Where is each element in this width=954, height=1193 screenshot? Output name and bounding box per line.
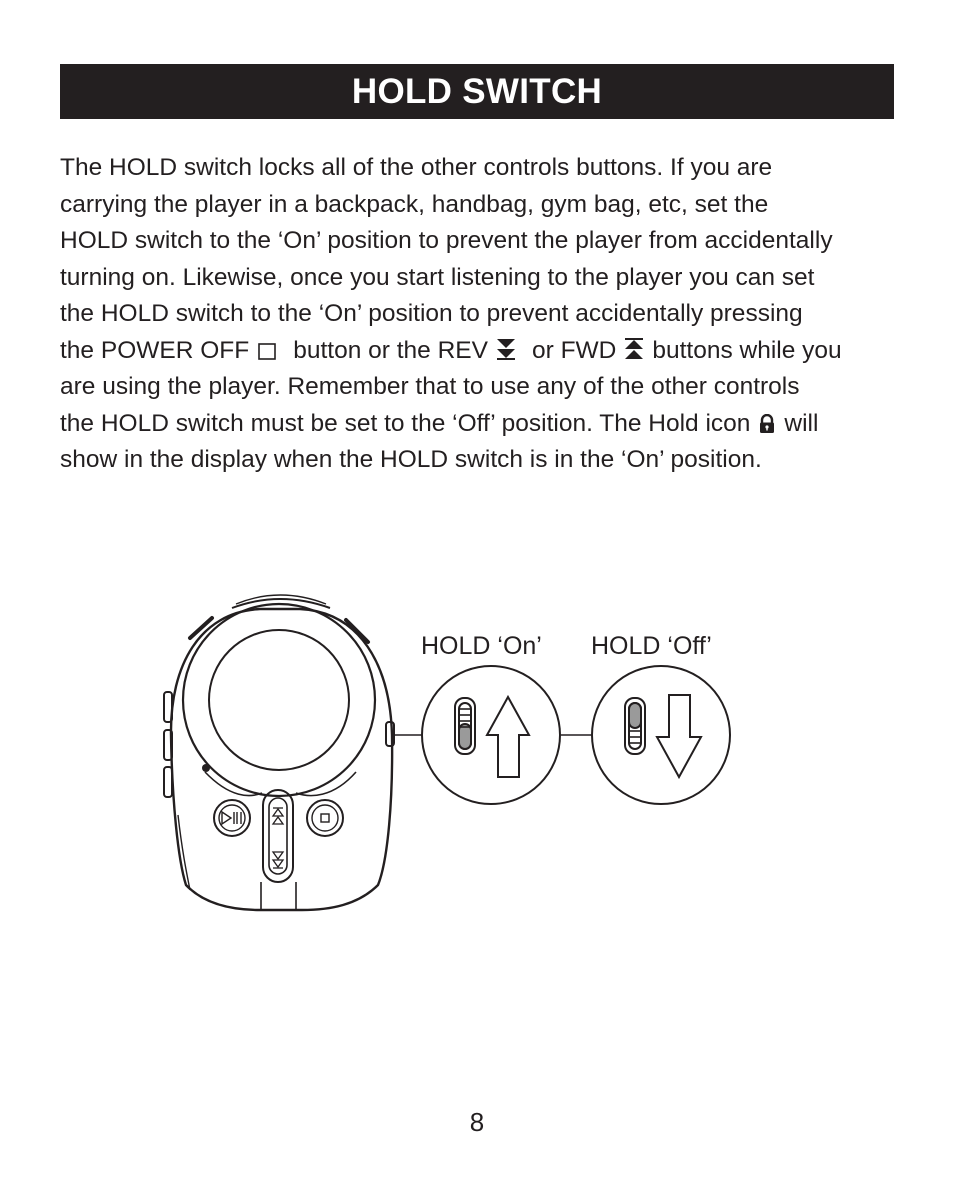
text-segment: will	[784, 409, 819, 437]
text-line-with-icon	[60, 406, 905, 443]
text-segment: or FWD	[531, 336, 617, 364]
display-screen	[209, 630, 349, 770]
hold-switch-off	[625, 698, 645, 754]
hold-lock-icon	[758, 414, 776, 434]
text-line: turning on. Likewise, once you start listening to the player you can set	[60, 263, 815, 291]
fwd-icon	[273, 808, 283, 824]
text-line-with-icons	[60, 333, 905, 370]
hold-on-label: HOLD ‘On’	[421, 632, 542, 660]
side-button	[164, 767, 172, 797]
text-line: HOLD switch to the ‘On’ position to prevent the player from accidentally	[60, 227, 833, 254]
section-title: HOLD SWITCH	[60, 64, 894, 119]
hold-off-detail	[592, 666, 730, 804]
hold-off-label: HOLD ‘Off’	[591, 632, 712, 660]
text-line: the HOLD switch to the ‘On’ position to prevent accidentally pressing	[60, 300, 803, 327]
text-line: carrying the player in a backpack, handbag, gym bag, etc, set the	[60, 190, 769, 218]
text-segment: buttons while you	[652, 336, 842, 364]
play-pause-icon	[222, 812, 241, 824]
stop-icon	[321, 814, 329, 822]
hold-switch-description	[60, 150, 905, 479]
text-line: show in the display when the HOLD switch is in the ‘On’ position.	[60, 446, 762, 473]
page-number: 8	[469, 1107, 485, 1137]
text-line: The HOLD switch locks all of the other controls buttons. If you are	[60, 154, 773, 181]
text-segment: the HOLD switch must be set to the ‘Off’ position. The Hold icon	[60, 409, 751, 437]
text-segment: the POWER OFF	[60, 336, 250, 364]
arrow-down-icon	[657, 695, 701, 777]
display-ring	[183, 604, 375, 796]
text-line: are using the player. Remember that to use any of the other controls	[60, 373, 800, 400]
stop-square-icon	[257, 341, 277, 361]
player-hold-switch-illustration	[0, 560, 954, 940]
text-segment: button or the REV	[293, 336, 488, 364]
top-right-button	[346, 620, 368, 642]
rev-icon	[273, 852, 283, 868]
fwd-double-up-arrow-icon	[624, 337, 644, 361]
rev-double-down-arrow-icon	[496, 337, 516, 361]
arrow-up-icon	[487, 697, 529, 777]
hold-switch-on	[455, 698, 475, 754]
